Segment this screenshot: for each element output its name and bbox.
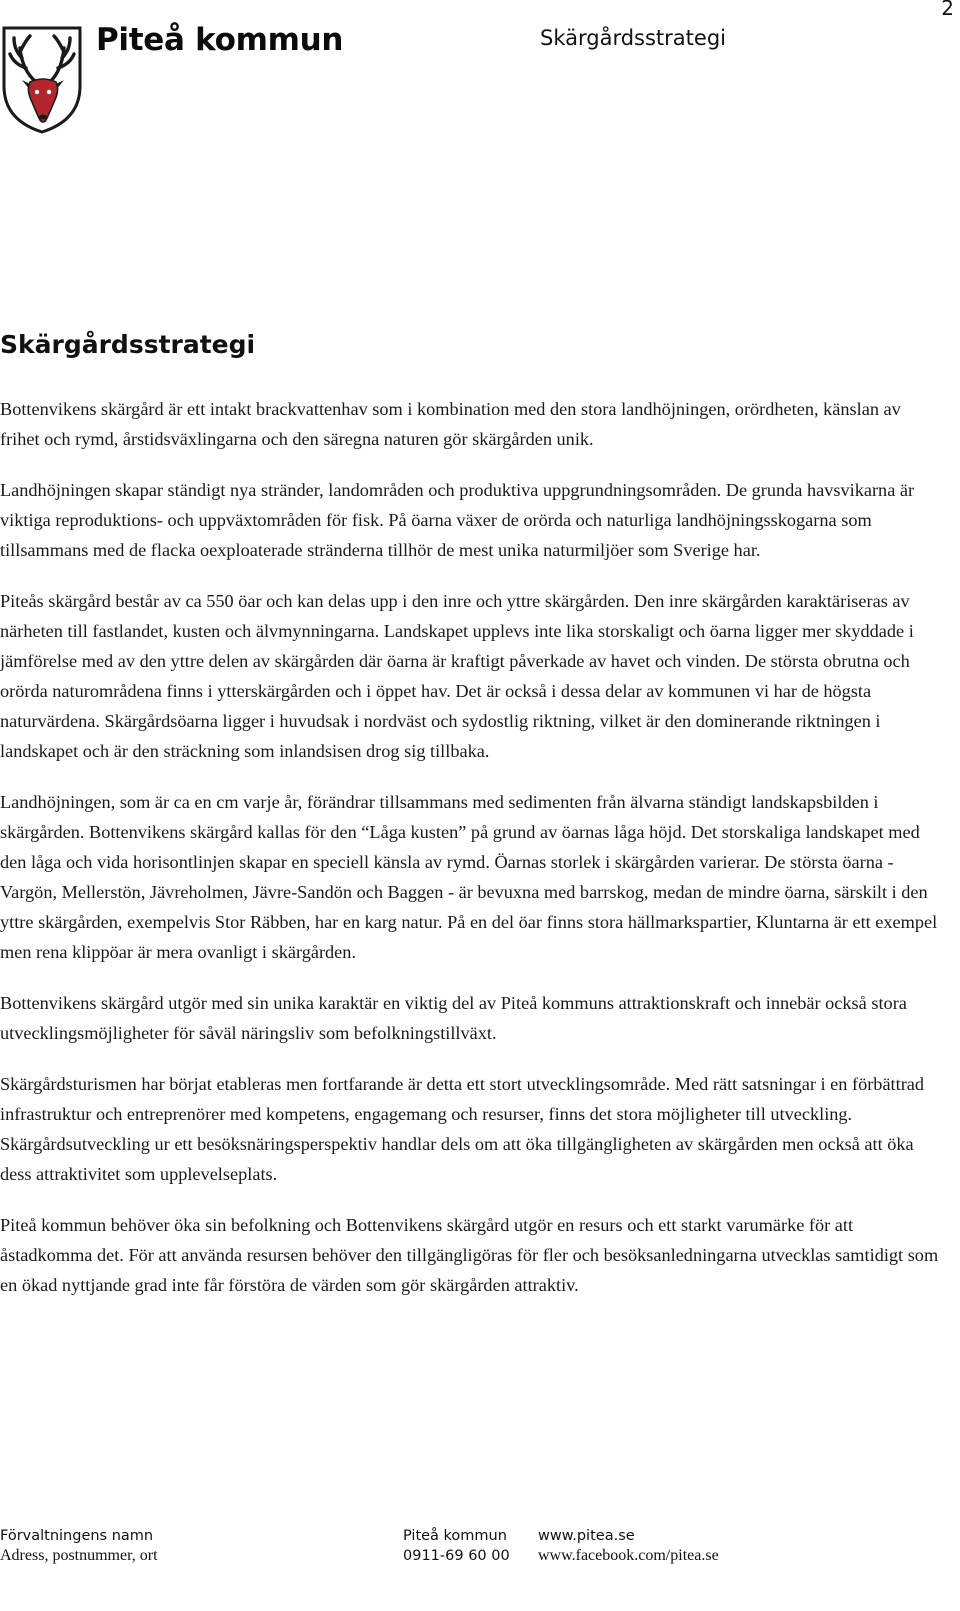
body-text — [0, 394, 940, 1321]
page-title: Skärgårdsstrategi — [0, 330, 256, 359]
paragraph: Bottenvikens skärgård är ett intakt brackvattenhav som i kombination med den stora landhöjningen, orördheten, känslan av frihet och rymd, årstidsväxlingarna och den säregna naturen gör skärgården unik. — [0, 399, 901, 449]
footer-phone: 0911-69 60 00 — [403, 1548, 510, 1564]
paragraph: Piteå kommun behöver öka sin befolkning och Bottenvikens skärgård utgör en resurs och ett starkt varumärke för att åstadkomma det. För att använda resursen behöver den tillgängligöras för fler och besöksanledningarna utvecklas samtidigt som en ökad nyttjande grad inte får förstöra de värden som gör skärgården attraktiv. — [0, 1215, 939, 1295]
organization-name: Piteå kommun — [96, 22, 344, 58]
page-footer — [0, 1524, 960, 1584]
paragraph: Landhöjningen skapar ständigt nya stränder, landområden och produktiva uppgrundningsområden. De grunda havsvikarna är viktiga reproduktions- och uppväxtområden för fisk. På öarna växer de orörda och naturliga landhöjningsskogarna som tillsammans med de flacka oexploaterade stränderna tillhör de mest unika naturmiljöer som Sverige har. — [0, 480, 915, 560]
footer-admin-name: Förvaltningens namn — [0, 1528, 154, 1544]
paragraph: Piteås skärgård består av ca 550 öar och kan delas upp i den inre och yttre skärgården. Den inre skärgården karaktäriseras av närheten till fastlandet, kusten och älvmynningarna. Landskapet upplevs inte lika storskaligt och öarna ligger mer skyddade i jämförelse med av den yttre delen av skärgården där öarna är kraftigt påverkade av havet och vinden. De största obrutna och orörda naturområdena finns i ytterskärgården och i öppet hav. Det är också i dessa delar av kommunen vi har de högsta naturvärdena. Skärgårdsöarna ligger i huvudsak i nordväst och sydostlig riktning, vilket är den dominerande riktningen i landskapet och är den sträckning som inlandsisen drog sig tillbaka. — [0, 591, 914, 761]
footer-org-name: Piteå kommun — [403, 1528, 507, 1544]
page-header — [0, 0, 960, 140]
footer-address: Adress, postnummer, ort — [0, 1547, 158, 1564]
paragraph: Bottenvikens skärgård utgör med sin unika karaktär en viktig del av Piteå kommuns attraktionskraft och innebär också stora utvecklingsmöjligheter för såväl näringsliv som befolkningstillväxt. — [0, 993, 907, 1043]
footer-facebook-link[interactable]: www.facebook.com/pitea.se — [538, 1547, 719, 1564]
reindeer-coat-of-arms-icon — [0, 24, 84, 136]
paragraph: Skärgårdsturismen har börjat etableras men fortfarande är detta ett stort utvecklingsområde. Med rätt satsningar i en förbättrad infrastruktur och entreprenörer med kompetens, engagemang och resurser, finns det stora möjligheter till utveckling. Skärgårdsutveckling ur ett besöksnäringsperspektiv handlar dels om att öka tillgängligheten av skärgården men också att öka dess attraktivitet som upplevelseplats. — [0, 1074, 925, 1184]
footer-website-link[interactable]: www.pitea.se — [538, 1528, 635, 1544]
header-document-title: Skärgårdsstrategi — [540, 26, 726, 50]
paragraph: Landhöjningen, som är ca en cm varje år, förändrar tillsammans med sedimenten från älvarna ständigt landskapsbilden i skärgården. Bottenvikens skärgård kallas för den “Låga kusten” på grund av öarnas låga höjd. Det storskaliga landskapet med den låga och vida horisontlinjen skapar en speciell känsla av rymd. Öarnas storlek i skärgården varierar. De största öarna - Vargön, Mellerstön, Jävreholmen, Jävre-Sandön och Baggen - är bevuxna med barrskog, medan de mindre öarna, särskilt i den yttre skärgården, exempelvis Stor Räbben, har en karg natur. På en del öar finns stora hällmarkspartier, Kluntarna är ett exempel men rena klippöar är mera ovanligt i skärgården. — [0, 792, 938, 962]
page-number: 2 — [941, 0, 954, 20]
